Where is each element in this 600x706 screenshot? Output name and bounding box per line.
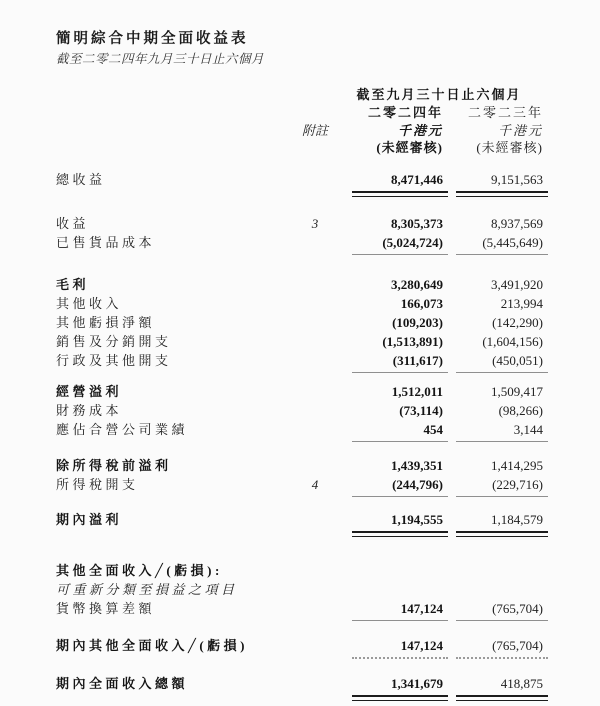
value-2023: (5,445,649) xyxy=(482,235,543,250)
value-2023: (765,704) xyxy=(492,638,543,653)
row-label: 期內溢利 xyxy=(56,512,123,527)
value-2024: 3,280,649 xyxy=(391,277,443,292)
row-label: 其他收入 xyxy=(56,296,123,311)
value-2024: 8,471,446 xyxy=(391,172,443,187)
table-row-income-tax-expense xyxy=(56,475,548,494)
value-2024: 147,124 xyxy=(400,601,443,616)
row-label: 財務成本 xyxy=(56,403,123,418)
audit-2023-header: (未經審核) xyxy=(476,140,543,155)
value-2024: (311,617) xyxy=(392,353,443,368)
value-2023: (765,704) xyxy=(492,601,543,616)
table-row-total-comprehensive-income xyxy=(56,674,548,693)
row-label: 毛利 xyxy=(56,277,90,292)
value-2023: (229,716) xyxy=(492,477,543,492)
table-row-reclassifiable-items-header xyxy=(56,580,548,599)
value-2024: 1,194,555 xyxy=(391,512,443,527)
row-label: 其他虧損淨額 xyxy=(56,315,156,330)
value-2023: 1,509,417 xyxy=(491,384,543,399)
table-row-other-losses-net xyxy=(56,313,548,332)
value-2023: (450,051) xyxy=(492,353,543,368)
row-note: 3 xyxy=(311,216,319,231)
value-2023: (1,604,156) xyxy=(482,334,543,349)
row-label: 期內其他全面收入╱(虧損) xyxy=(56,638,248,653)
value-2023: 213,994 xyxy=(500,296,543,311)
value-2024: (1,513,891) xyxy=(382,334,443,349)
value-2023: (142,290) xyxy=(492,315,543,330)
table-header-period xyxy=(56,86,548,104)
row-label: 收益 xyxy=(56,216,90,231)
separator-double xyxy=(56,693,548,701)
value-2024: (244,796) xyxy=(392,477,443,492)
row-label: 行政及其他開支 xyxy=(56,353,172,368)
row-label: 總收益 xyxy=(56,172,106,187)
table-header-units xyxy=(56,122,548,139)
value-2024: 454 xyxy=(423,422,443,437)
row-label: 所得稅開支 xyxy=(56,477,139,492)
separator-double xyxy=(56,529,548,537)
table-row-profit-before-tax xyxy=(56,456,548,475)
year-2023-header: 二零二三年 xyxy=(467,105,543,120)
value-2024: (109,203) xyxy=(392,315,443,330)
value-2023: 8,937,569 xyxy=(491,216,543,231)
table-row-cost-of-goods-sold xyxy=(56,233,548,252)
table-row-selling-distribution-expenses xyxy=(56,332,548,351)
table-row-other-income xyxy=(56,294,548,313)
value-2023: 418,875 xyxy=(500,676,543,691)
row-label: 應佔合營公司業績 xyxy=(56,422,189,437)
table-row-revenue xyxy=(56,214,548,233)
table-row-other-comprehensive-income-for-period xyxy=(56,636,548,655)
row-label: 其他全面收入╱(虧損): xyxy=(56,563,223,578)
table-row-operating-profit xyxy=(56,382,548,401)
table-row-admin-other-expenses xyxy=(56,351,548,370)
value-2024: 1,439,351 xyxy=(391,458,443,473)
unit-2023-header: 千港元 xyxy=(497,123,543,138)
row-label: 經營溢利 xyxy=(56,384,123,399)
value-2023: 3,491,920 xyxy=(491,277,543,292)
table-header-audit xyxy=(56,139,548,156)
separator-double xyxy=(56,189,548,197)
value-2024: (5,024,724) xyxy=(382,235,443,250)
value-2024: 147,124 xyxy=(400,638,443,653)
value-2023: 3,144 xyxy=(513,422,543,437)
value-2024: (73,114) xyxy=(399,403,443,418)
row-label: 可重新分類至損益之項目 xyxy=(56,582,238,597)
row-label: 期內全面收入總額 xyxy=(56,676,189,691)
row-label: 已售貨品成本 xyxy=(56,235,156,250)
table-row-currency-translation-differences xyxy=(56,599,548,618)
audit-2024-header: (未經審核) xyxy=(376,140,443,155)
table-row-profit-for-period xyxy=(56,510,548,529)
table-row-finance-costs xyxy=(56,401,548,420)
table-row-other-comprehensive-income-header xyxy=(56,561,548,580)
page-title: 簡明綜合中期全面收益表 xyxy=(56,31,249,47)
row-note: 4 xyxy=(311,477,319,492)
value-2023: 1,184,579 xyxy=(491,512,543,527)
page-subtitle: 截至二零二四年九月三十日止六個月 xyxy=(56,52,265,66)
unit-2024-header: 千港元 xyxy=(397,123,443,138)
table-row-share-of-joint-ventures xyxy=(56,420,548,439)
value-2024: 1,512,011 xyxy=(391,384,443,399)
value-2023: 1,414,295 xyxy=(491,458,543,473)
period-header: 截至九月三十日止六個月 xyxy=(356,87,522,102)
row-label: 除所得稅前溢利 xyxy=(56,458,172,473)
note-column-header: 附註 xyxy=(301,123,328,138)
value-2023: 9,151,563 xyxy=(491,172,543,187)
value-2024: 166,073 xyxy=(400,296,443,311)
table-row-gross-profit xyxy=(56,275,548,294)
value-2024: 1,341,679 xyxy=(391,676,443,691)
row-label: 銷售及分銷開支 xyxy=(56,334,172,349)
value-2024: 8,305,373 xyxy=(391,216,443,231)
value-2023: (98,266) xyxy=(498,403,543,418)
table-header-years xyxy=(56,104,548,122)
year-2024-header: 二零二四年 xyxy=(367,105,443,120)
row-label: 貨幣換算差額 xyxy=(56,601,156,616)
table-row-total-revenue xyxy=(56,170,548,189)
